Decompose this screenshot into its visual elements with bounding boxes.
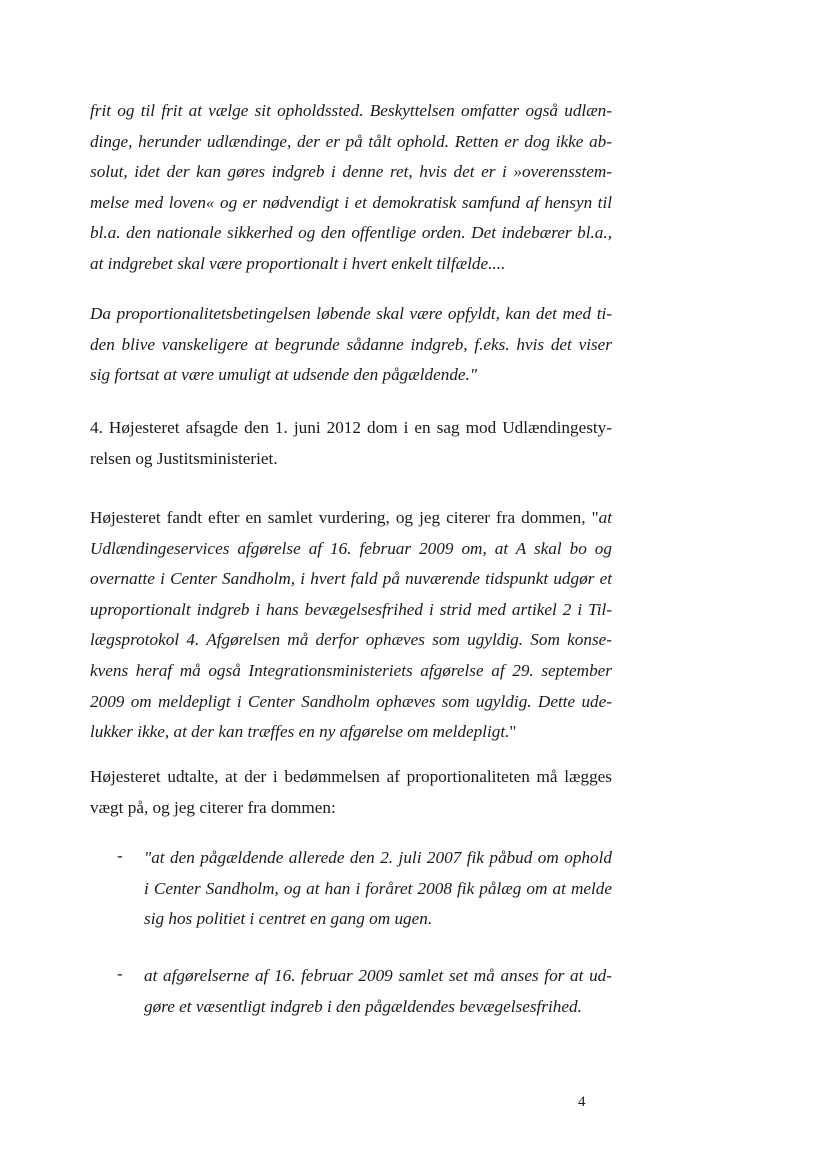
intro-italic-text: at (598, 508, 612, 527)
text-line: at indgrebet skal være proportionalt i hvert enkelt tilfælde.... (90, 253, 506, 273)
text-line: overnatte i Center Sandholm, i hvert fald på nuværende tidspunkt udgør et (90, 569, 612, 589)
intro-text: Højesteret fandt efter en samlet vurdering, og jeg citerer fra dommen, " (90, 508, 599, 527)
text-line: bl.a. den nationale sikkerhed og den offentlige orden. Det indebærer bl.a., (90, 223, 612, 243)
text-line: vægt på, og jeg citerer fra dommen: (90, 797, 336, 817)
text-line (90, 717, 612, 748)
text-line: solut, idet der kan gøres indgreb i denne ret, hvis det er i »overensstem- (90, 162, 612, 182)
text-line: Udlændingeservices afgørelse af 16. februar 2009 om, at A skal bo og (90, 538, 612, 558)
bullet-marker: - (117, 846, 123, 865)
quote-paragraph-2 (90, 299, 612, 391)
text-line: i Center Sandholm, og at han i foråret 2008 fik pålæg om at melde (144, 878, 612, 898)
text-line: uproportionalt indgreb i hans bevægelsesfrihed i strid med artikel 2 i Til- (90, 599, 612, 619)
proportionality-paragraph (90, 762, 612, 823)
text-line: "at den pågældende allerede den 2. juli 2007 fik påbud om ophold (144, 848, 612, 867)
text-line: kvens heraf må også Integrationsministeriets afgørelse af 29. september (90, 660, 612, 680)
text-line: frit og til frit at vælge sit opholdssted. Beskyttelsen omfatter også udlæn- (90, 101, 612, 120)
bullet-item-2 (144, 961, 612, 1022)
text-line: gøre et væsentligt indgreb i den pågældendes bevægelsesfrihed. (144, 996, 582, 1016)
text-line: dinge, herunder udlændinge, der er på tålt ophold. Retten er dog ikke ab- (90, 131, 612, 151)
bullet-item-1 (144, 843, 612, 935)
text-line: lægsprotokol 4. Afgørelsen må derfor ophæves som ugyldig. Som konse- (90, 630, 612, 650)
text-line: melse med loven« og er nødvendigt i et demokratisk samfund af hensyn til (90, 192, 612, 212)
section-4-paragraph (90, 413, 612, 474)
text-line: den blive vanskeligere at begrunde sådanne indgreb, f.eks. hvis det viser (90, 334, 612, 354)
text-line: 4. Højesteret afsagde den 1. juni 2012 dom i en sag mod Udlændingesty- (90, 418, 612, 437)
text-line (90, 503, 612, 534)
text-line: sig fortsat at være umuligt at udsende den pågældende." (90, 365, 478, 385)
bullet-marker: - (117, 964, 123, 983)
closing-quote: " (509, 722, 517, 742)
text-line: Da proportionalitetsbetingelsen løbende skal være opfyldt, kan det med ti- (90, 304, 612, 323)
quote-paragraph-1 (90, 96, 612, 280)
text-line: Højesteret udtalte, at der i bedømmelsen af proportionaliteten må lægges (90, 767, 612, 786)
supreme-court-finding-paragraph (90, 503, 612, 748)
text-line: 2009 om meldepligt i Center Sandholm ophæves som ugyldig. Dette ude- (90, 691, 612, 711)
text-line: at afgørelserne af 16. februar 2009 samlet set må anses for at ud- (144, 966, 612, 985)
last-line-text: lukker ikke, at der kan træffes en ny afgørelse om meldepligt. (90, 722, 510, 742)
page-number: 4 (578, 1094, 586, 1110)
text-line: relsen og Justitsministeriet. (90, 448, 278, 468)
text-line: sig hos politiet i centret en gang om ugen. (144, 909, 433, 929)
